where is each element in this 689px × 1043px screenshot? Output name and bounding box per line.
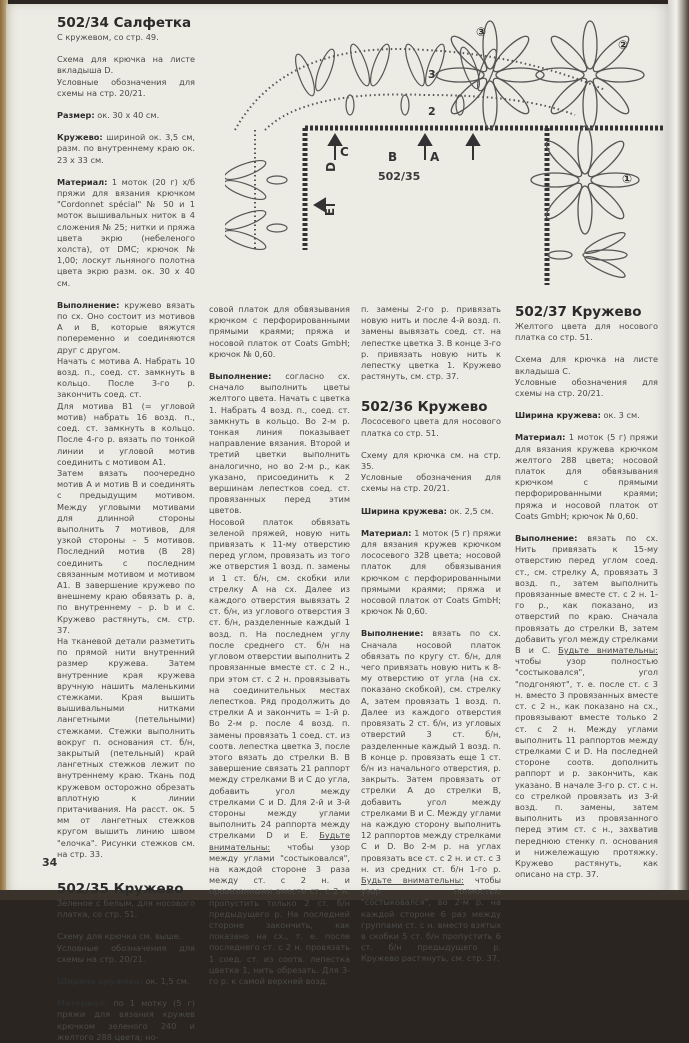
width-paragraph — [361, 506, 501, 517]
column-3 — [361, 304, 501, 965]
instructions-label: Выполнение: — [57, 299, 120, 310]
instructions-step: На тканевой детали разметить по прямой нити внутренний размер кружева. Затем внутренние края кружева вручную нашить маленькими стежками. Края вышить вышивальными нитками лангетными (петельными) стежками. Стежки выполнить вокруг п. основания ст. б/н, закрытый (петельный) край лангетных стежков лежит по внутреннему краю. Ткань под кружевом осторожно обрезать вплотную к линии притачивания. На расст. ок. 5 мм от лангетных стежков кругом вышить линию швом "елочка". Рисунки стежков см. на стр. 33. — [57, 635, 195, 859]
instructions-text: вязать по сх. Нить привязать к 15-му отверстию перед углом соед. ст., см. стрелку А, провязать 3 возд. п., затем выполнить провязанные вместе ст. с 2 н. 1-го р., как показано, из отверстий по краю. Сначала провязать до стрелки В, затем добавить угол между стрелками В и С. — [515, 533, 658, 656]
flower-motifs — [436, 21, 644, 281]
subtitle: Зеленое с белым, для носового платка, со стр. 51. — [57, 898, 195, 920]
fabric-edge — [305, 128, 665, 285]
instructions-text: чтобы узор между углами "состыковался", на каждой стороне 3 раза между ст. с 2 н. и провязанными вместе ст. с 2 н. пропустить только 2 ст. б/н предыдущего р. На последней стороне закончить, как показано на сх., т. е. после последнего ст. с 2 н. провязать 1 соед. ст. из соотв. лепестка цветка 1, нить обрезать. Для 3-го р. к самой верхней возд. — [209, 841, 350, 986]
instructions-paragraph — [515, 533, 658, 880]
column-1 — [57, 16, 195, 1043]
scheme-note: Схему для крючка см. на стр. 35. — [361, 449, 501, 472]
instructions-label: Выполнение: — [515, 533, 578, 544]
row-number-3: 3 — [428, 68, 436, 81]
material-text: по 1 мотку (5 г) пряжи для вязания кружев крючком зеленого 240 и желтого 288 цвета; но- — [57, 998, 195, 1042]
crochet-diagram — [225, 0, 665, 290]
subtitle: Желтого цвета для носового платка со стр. 51. — [515, 321, 658, 343]
scheme-note: Схема для крючка на листе вкладыша D. — [57, 54, 195, 76]
instructions-step: Затем вязать поочередно мотив А и мотив В и соединять с предыдущим мотивом. Между угловыми мотивами для длинной стороны выполнить 7 мотивов, для узкой стороны – 5 мотивов. Последний мотив (В 28) соединить с последним связанным мотивом и мотивом А1. В завершение кружево по внешнему краю обвязать р. а, по внутреннему – р. b и с. Кружево растянуть, см. стр. 37. — [57, 467, 195, 635]
column-2 — [209, 304, 350, 987]
instructions-step: Начать с мотива А. Набрать 10 возд. п., соед. ст. замкнуть в кольцо. После 3-го р. закончить соед. ст. — [57, 355, 195, 400]
subtitle: С кружевом, со стр. 49. — [57, 32, 159, 42]
material-text: 1 моток (5 г) пряжи для вязания кружев крючком лососевого 328 цвета; носовой платок для обвязывания крючком с перфорированными прямыми краями; пряжа и носовой платок от Coats GmbH; крючок № 0,60. — [361, 527, 501, 617]
width-value: ок. 2,5 см. — [446, 505, 494, 516]
instructions-continued — [209, 517, 350, 988]
lace-text: шириной ок. 3,5 см, разм. по внутреннему краю ок. 23 х 33 см. — [57, 132, 195, 165]
instructions-paragraph — [209, 371, 350, 517]
arrow-label-b: B — [388, 150, 398, 164]
section-title-502-35: 502/35 Кружево — [57, 881, 184, 898]
scheme-note: Схема для крючка на листе вкладыша С. — [515, 354, 658, 376]
row-number-2: 2 — [428, 105, 436, 118]
legend-note: Условные обозначения для схемы на стр. 20/21. — [515, 376, 658, 399]
flower-number-2: ② — [618, 38, 629, 52]
width-label: Ширина кружева: — [57, 976, 143, 987]
flower-number-3: ③ — [476, 25, 487, 39]
material-paragraph — [361, 528, 501, 618]
arrow-label-a: A — [430, 150, 440, 164]
instructions-paragraph — [361, 628, 501, 964]
lace-label: Кружево: — [57, 132, 103, 143]
arrow-label-d: D — [323, 162, 338, 172]
material-label: Материал: — [57, 998, 108, 1009]
width-value: ок. 3 см. — [600, 410, 640, 421]
size-paragraph — [57, 110, 195, 121]
section-title-502-34: 502/34 Салфетка — [57, 15, 192, 31]
width-label: Ширина кружева: — [515, 410, 601, 421]
instructions-continued: п. замены 2-го р. привязать новую нить и после 4-й возд. п. замены вывязать соед. ст. на лепестке цветка 3. В конце 3-го р. привязать новую нить к лепестку цветка 1. Кружево растянуть, см. стр. 37. — [361, 304, 501, 382]
legend-note: Условные обозначения для схемы на стр. 20/21. — [57, 76, 195, 98]
material-continued: совой платок для обвязывания крючком с перфорированными прямыми краями; пряжа и носовой платок от Coats GmbH; крючок № 0,60. — [209, 304, 350, 359]
legend-note: Условные обозначения для схемы на стр. 20/21. — [361, 472, 501, 494]
page-right-edge — [668, 0, 689, 900]
instructions-step: Для мотива В1 (= угловой мотив) набрать 16 возд. п., соед. ст. замкнуть в кольцо. После 4-го р. вязать по тонкой линии и угловой мотив соединить с мотивом А1. — [57, 400, 195, 467]
instructions-label: Выполнение: — [361, 628, 424, 639]
material-label: Материал: — [361, 527, 412, 538]
material-text: 1 моток (5 г) пряжи для вязания кружева крючком желтого 288 цвета; носовой платок для обвязывания крючком с прямыми перфорированными краями; пряжа и носовой платок от Coats GmbH; крючок № 0,60. — [515, 432, 658, 521]
instructions-text: вязать по сх. Сначала носовой платок обвязать по кругу ст. б/н, для чего привязать новую нить к 8-му отверстию от угла (на сх. показано скобкой), см. стрелку А, затем провязать 1 возд. п. Далее из каждого отверстия провязать 2 ст. б/н, из угловых отверстий 3 ст. б/н, разделенные каждый 1 возд. п. В конце р. провязать еще 1 ст. б/н из начального отверстия, р. закрыть. Затем провязать от стрелки А до стрелки В, добавить угол между стрелками В и С. Между углами на каждую сторону выполнить 12 раппортов между стрелками С и D. Во 2-м р. на углах провязать все ст. с 2 н. и ст. с 3 н. из средних ст. б/н 1-го р. — [361, 628, 501, 874]
attention-note: Будьте внимательны: — [558, 645, 658, 656]
width-paragraph — [57, 976, 195, 987]
instructions-text: чтобы узор полностью "состыковался", угол "подгоняют", т. е. после ст. с 3 н. вместо 3 провязанных вместе ст. с 2 н., как показано на сх., провязывают вместе только 2 ст. с 2 н. Между углами выполнить 11 раппортов между стрелками С и D. На последней стороне соотв. дополнить раппорт и р. закончить, как указано. В начале 3-го р. ст. с н. со стрелкой провязать из 3-й возд. п. замены, затем выполнить из провязанного перед этим ст. с н., захватив переднюю стенку п. основания и нижележащую протяжку. Кружево растянуть, как описано на стр. 37. — [515, 656, 658, 880]
material-paragraph — [57, 998, 195, 1043]
material-text: 1 моток (20 г) х/б пряжи для вязания крючком "Cordonnet spécial" № 50 и 1 моток вышивальных ниток в 4 сложения № 25; нитки и пряжа цвета экрю (небеленого холста), от DMC; крючок № 1,00; лоскут льняного полотна цвета экрю разм. ок. 30 х 40 см. — [57, 176, 195, 288]
material-paragraph — [57, 177, 195, 289]
material-paragraph — [515, 432, 658, 522]
instructions-text: кружево вязать по сх. Оно состоит из мотивов А и В, которые вяжутся попеременно и соединяются друг с другом. — [57, 299, 195, 355]
width-paragraph — [515, 410, 658, 421]
instructions-paragraph — [57, 300, 195, 356]
petal-row — [225, 42, 500, 253]
section-title-502-36: 502/36 Кружево — [361, 399, 488, 416]
lace-paragraph — [57, 132, 195, 166]
page-number: 34 — [42, 856, 58, 869]
attention-note: Будьте внимательны: — [209, 830, 350, 852]
width-label: Ширина кружева: — [361, 505, 447, 516]
instructions-text: согласно сх. сначало выполнить цветы желтого цвета. Начать с цветка 1. Набрать 4 возд. п., соед. ст. замкнуть в кольцо. Во 2-м р. тонкая линия показывает направление вязания. Второй и третий цветки выполнить аналогично, но во 2-м р., как указано, присоединить к 2 вершинам лепестков соед. ст. провязанных перед этим цветов. — [209, 371, 350, 516]
attention-note: Будьте внимательны: — [361, 874, 464, 885]
arrow-label-e: E — [323, 207, 338, 217]
instructions-text: чтобы узор полностью "состыковался", во 2-м р. на каждой стороне 6 раз между группами ст. с н. вместо взятых в скобки 5 ст. б/н пропустить 6 ст. б/н предыдущего р. Кружево растянуть, см. стр. 37. — [361, 874, 501, 964]
arrow-label-c: C — [340, 145, 349, 159]
width-value: ок. 1,5 см. — [142, 976, 190, 987]
legend-note: Условные обозначения для схемы на стр. 20/21. — [57, 942, 195, 964]
instructions-label: Выполнение: — [209, 371, 272, 382]
section-title-502-37: 502/37 Кружево — [515, 304, 642, 320]
column-4 — [515, 305, 658, 880]
material-label: Материал: — [515, 432, 566, 443]
scheme-note: Схему для крючка см. выше. — [57, 931, 182, 942]
material-label: Материал: — [57, 176, 108, 187]
subtitle: Лососевого цвета для носового платка со стр. 51. — [361, 416, 501, 438]
flower-number-1: ① — [622, 172, 633, 186]
size-label: Размер: — [57, 110, 95, 121]
size-value: ок. 30 х 40 см. — [94, 110, 160, 121]
instructions-text: Носовой платок обвязать зеленой пряжей, новую нить привязать к 11-му отверстию перед углом, провязать из того же отверстия 1 возд. п. замены и 1 ст. б/н, см. скобки или стрелку А на сх. Далее из каждого отверстия вывязать 2 ст. б/н, из углового отверстия 3 ст. б/н, разделенные каждый 1 возд. п. На последнем углу после среднего ст. б/н на угловом отверстии выполнить 2 провязанные вместе ст. с 2 н., при этом ст. с 2 н. провязывать на соединительных местах лепестков. Ряд продолжить до стрелки А и закончить = 1-й р. Во 2-м р. после 4 возд. п. замены провязать 1 соед. ст. из соотв. лепестка цветка 3, после этого вязать до стрелки В. В завершение связать 21 раппорт между стрелками В и С до угла, добавить угол между стрелками С и D. Для 2-й и 3-й стороны между углами выполнить 24 раппорта между стрелками D и E. — [209, 516, 350, 841]
diagram-caption: 502/35 — [378, 170, 421, 183]
